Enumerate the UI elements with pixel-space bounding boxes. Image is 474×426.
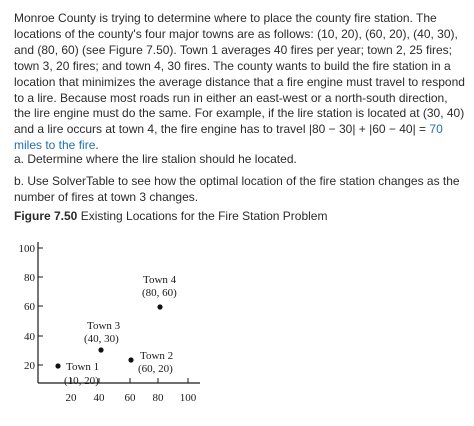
y-tick-label: 60 — [24, 301, 35, 313]
y-tick-label: 40 — [24, 331, 35, 343]
town-2-coords: (60, 20) — [138, 363, 173, 375]
problem-text: Monroe County is trying to determine where to place the county fire station. The locations of the county's four major towns are as follows: (10, 20), (60, 20), (40, 30), and (80, 60) (see Figure 7.50). Town 1 averages 40 fires per year; town 2, 25 fires; town 3, 20 fires; and town 4, 30 fires. The county wants to build the fire station in a location that minimizes the average distance that a fire engine must travel to respond to a lire. Because most roads run in either an east-west or a north-south direction, the lire engine must do the same. For example, if the lire station is located at (30, 40) and a lire occurs at town 4, the fire engine has to travel |80 − 30| + |60 − 40| = — [14, 11, 465, 137]
town-4 — [142, 274, 177, 310]
town-1-point — [55, 363, 60, 368]
question-b: b. Use SolverTable to see how the optimal location of the fire station changes as the number of fires at town 3 changes. — [14, 174, 460, 204]
town-2-point — [128, 357, 133, 362]
y-tick-label: 80 — [24, 272, 35, 284]
town-2-name: Town 2 — [140, 350, 174, 362]
town-3 — [84, 320, 121, 353]
town-3-name: Town 3 — [87, 320, 121, 332]
town-4-name: Town 4 — [143, 274, 177, 286]
figure-number: Figure 7.50 — [14, 209, 78, 223]
answer-link[interactable]: 70 miles to the fire — [14, 122, 443, 153]
figure-title: Existing Locations for the Fire Station Problem — [77, 209, 328, 223]
x-tick-label: 80 — [152, 392, 164, 404]
x-tick-label: 40 — [93, 392, 105, 404]
problem-text-end: . — [95, 138, 99, 153]
town-4-coords: (80, 60) — [142, 287, 177, 299]
town-1-coords: (10, 20) — [64, 375, 99, 387]
town-1-name: Town 1 — [66, 361, 100, 373]
x-tick-label: 60 — [124, 392, 136, 404]
figure-caption — [14, 209, 327, 223]
town-2 — [128, 350, 173, 375]
town-location-plot — [0, 232, 474, 426]
question-a: a. Determine where the lire stalion should he located. — [14, 152, 297, 166]
town-3-coords: (40, 30) — [84, 333, 119, 345]
town-3-point — [98, 347, 103, 352]
x-tick-label: 100 — [179, 392, 197, 404]
problem-statement — [14, 11, 466, 154]
y-tick-label: 20 — [24, 360, 35, 372]
town-4-point — [157, 304, 162, 309]
y-tick-labels — [19, 243, 44, 372]
y-tick-label: 100 — [18, 243, 35, 255]
x-tick-label: 20 — [65, 392, 77, 404]
